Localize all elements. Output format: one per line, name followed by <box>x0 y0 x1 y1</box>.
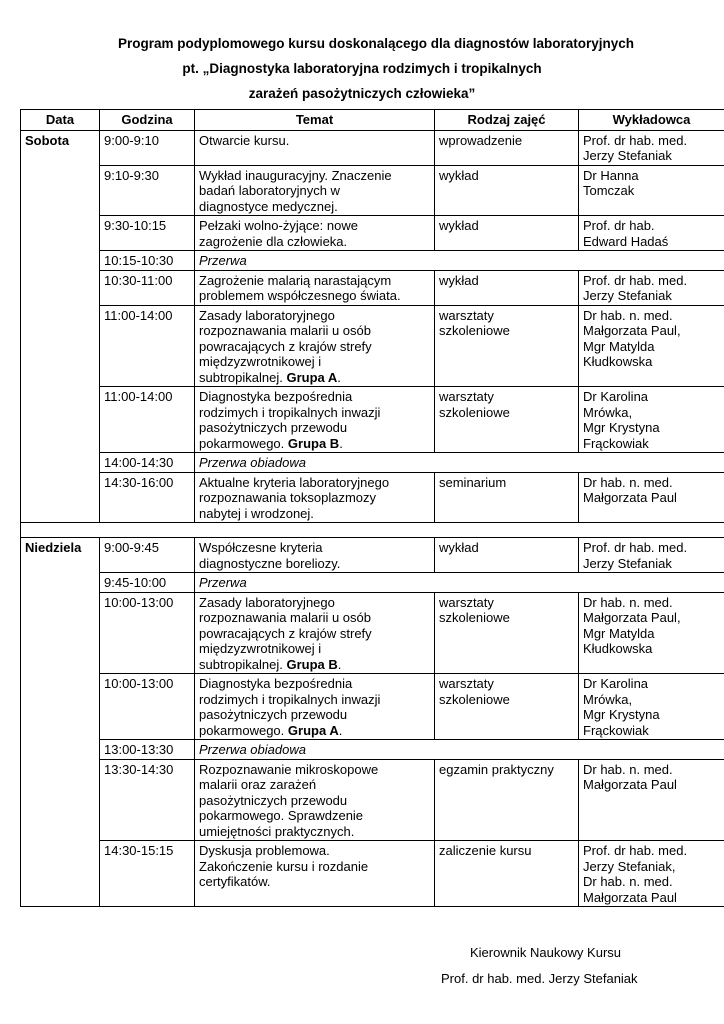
cell-line: Zasady laboratoryjnego <box>199 307 335 323</box>
footer-name: Prof. dr hab. med. Jerzy Stefaniak <box>441 971 638 986</box>
cell-line: subtropikalnej. <box>199 369 283 385</box>
cell-line: Zasady laboratoryjnego <box>199 594 335 610</box>
schedule-table <box>20 109 724 907</box>
cell-line: wykład <box>439 272 479 288</box>
type-cell <box>435 387 579 453</box>
table-row <box>21 674 724 740</box>
cell-line: wprowadzenie <box>439 132 523 148</box>
cell-line: subtropikalnej. <box>199 656 283 672</box>
day-separator-row <box>21 523 724 538</box>
type-cell <box>435 472 579 523</box>
cell-line: pasożytniczych przewodu <box>199 707 348 722</box>
type-cell <box>435 130 579 165</box>
cell-line: rozpoznawania malarii u osób <box>199 323 371 338</box>
time-cell: 9:30-10:15 <box>100 216 195 251</box>
cell-line: Dr hab. n. med. <box>583 761 673 777</box>
topic-cell <box>195 165 435 216</box>
time-cell: 11:00-14:00 <box>100 305 195 387</box>
cell-line: diagnostyce medycznej. <box>199 198 338 214</box>
header-time: Godzina <box>100 110 195 131</box>
table-row <box>21 573 724 593</box>
cell-line: Prof. dr hab. med. <box>583 540 688 555</box>
lecturer-cell <box>579 841 724 907</box>
cell-line: pokarmowego. <box>199 722 285 738</box>
cell-line: warsztaty <box>439 594 494 610</box>
cell-line: rozpoznawania malarii u osób <box>199 610 371 625</box>
cell-line: Małgorzata Paul <box>583 490 677 505</box>
type-cell <box>435 538 579 573</box>
cell-line: Dr Hanna <box>583 167 639 183</box>
topic-cell <box>195 759 435 841</box>
type-cell <box>435 592 579 674</box>
cell-line: Dr hab. n. med. <box>583 474 673 490</box>
cell-line: pasożytniczych przewodu <box>199 420 348 435</box>
cell-line: szkoleniowe <box>439 323 510 338</box>
schedule-body <box>21 130 724 907</box>
topic-cell <box>195 472 435 523</box>
header-type: Rodzaj zajęć <box>435 110 579 131</box>
cell-line: badań laboratoryjnych w <box>199 183 340 198</box>
cell-line: umiejętności praktycznych. <box>199 823 355 839</box>
cell-line: Jerzy Stefaniak <box>583 555 672 571</box>
cell-line: Frąckowiak <box>583 435 649 451</box>
time-cell: 14:00-14:30 <box>100 453 195 473</box>
time-cell: 14:30-16:00 <box>100 472 195 523</box>
lecturer-cell <box>579 759 724 841</box>
group-label: Grupa A <box>287 722 339 738</box>
cell-line: Jerzy Stefaniak <box>583 288 672 303</box>
cell-line: diagnostyczne boreliozy. <box>199 555 341 571</box>
topic-cell: Diagnostyka bezpośrednia rodzimych i tropikalnych inwazji pasożytniczych przewodu pokarmowego. Grupa A. <box>195 674 435 740</box>
table-row <box>21 270 724 305</box>
time-cell: 10:00-13:00 <box>100 592 195 674</box>
cell-line: Otwarcie kursu. <box>199 132 290 148</box>
cell-line: warsztaty <box>439 307 494 323</box>
time-cell: 9:10-9:30 <box>100 165 195 216</box>
day-cell: Niedziela <box>21 538 100 907</box>
cell-line: Mgr Matylda <box>583 338 655 354</box>
type-cell <box>435 305 579 387</box>
cell-line: Mgr Krystyna <box>583 707 660 722</box>
cell-line: Frąckowiak <box>583 722 649 738</box>
cell-line: warsztaty <box>439 676 494 691</box>
lecturer-cell <box>579 538 724 573</box>
table-row <box>21 841 724 907</box>
separator-cell <box>21 523 724 538</box>
cell-line: Mgr Matylda <box>583 625 655 641</box>
time-cell: 10:00-13:00 <box>100 674 195 740</box>
table-row <box>21 130 724 165</box>
break-cell: Przerwa obiadowa <box>195 453 724 473</box>
table-row <box>21 538 724 573</box>
cell-line: międzyzwrotnikowej i <box>199 641 322 656</box>
document-title-line-2: pt. „Diagnostyka laboratoryjna rodzimych i tropikalnych <box>182 61 542 76</box>
topic-cell <box>195 841 435 907</box>
cell-line: Edward Hadaś <box>583 233 669 249</box>
type-cell <box>435 841 579 907</box>
cell-line: Małgorzata Paul <box>583 889 677 905</box>
cell-line: seminarium <box>439 474 507 490</box>
cell-line: Kłudkowska <box>583 641 653 656</box>
cell-line: Zakończenie kursu i rozdanie <box>199 858 369 874</box>
time-cell: 14:30-15:15 <box>100 841 195 907</box>
table-row <box>21 592 724 674</box>
table-row <box>21 216 724 251</box>
cell-line: zagrożenie dla człowieka. <box>199 233 348 249</box>
cell-line: rodzimych i tropikalnych inwazji <box>199 691 381 707</box>
lecturer-cell <box>579 674 724 740</box>
group-label: Grupa B <box>287 435 340 451</box>
table-row <box>21 165 724 216</box>
cell-line: warsztaty <box>439 389 494 404</box>
cell-line: Mrówka, <box>583 404 633 420</box>
header-lecturer: Wykładowca <box>579 110 724 131</box>
table-header-row <box>21 110 724 131</box>
cell-line: wykład <box>439 167 479 183</box>
lecturer-cell <box>579 165 724 216</box>
cell-line: Tomczak <box>583 183 635 198</box>
cell-line: Małgorzata Paul, <box>583 323 681 338</box>
time-cell: 11:00-14:00 <box>100 387 195 453</box>
cell-line: Dr hab. n. med. <box>583 307 673 323</box>
cell-line: nabytej i wrodzonej. <box>199 505 314 521</box>
lecturer-cell <box>579 472 724 523</box>
table-row <box>21 472 724 523</box>
cell-line: Dr hab. n. med. <box>583 594 673 610</box>
cell-line: Mgr Krystyna <box>583 420 660 435</box>
footer-role: Kierownik Naukowy Kursu <box>470 945 622 960</box>
cell-line: Dr Karolina <box>583 676 649 691</box>
cell-line: Współczesne kryteria <box>199 540 323 555</box>
table-row <box>21 740 724 760</box>
header-topic: Temat <box>195 110 435 131</box>
cell-line: rozpoznawania toksoplazmozy <box>199 490 377 505</box>
topic-cell <box>195 538 435 573</box>
cell-line: Prof. dr hab. med. <box>583 132 688 148</box>
cell-line: powracających z krajów strefy <box>199 625 372 641</box>
cell-line: pokarmowego. Sprawdzenie <box>199 808 364 823</box>
day-cell: Sobota <box>21 130 100 523</box>
header-date: Data <box>21 110 100 131</box>
document-title-line-3: zarażeń pasożytniczych człowieka” <box>248 86 476 101</box>
cell-line: szkoleniowe <box>439 691 510 707</box>
cell-line: Prof. dr hab. med. <box>583 843 688 858</box>
cell-line: malarii oraz zarażeń <box>199 777 317 792</box>
cell-line: Diagnostyka bezpośrednia <box>199 676 353 691</box>
cell-line: egzamin praktyczny <box>439 761 554 777</box>
lecturer-cell <box>579 130 724 165</box>
cell-line: Kłudkowska <box>583 354 653 369</box>
cell-line: Aktualne kryteria laboratoryjnego <box>199 474 390 490</box>
cell-line: certyfikatów. <box>199 874 271 889</box>
break-cell: Przerwa <box>195 251 724 271</box>
lecturer-cell <box>579 592 724 674</box>
time-cell: 9:45-10:00 <box>100 573 195 593</box>
cell-line: Wykład inauguracyjny. Znaczenie <box>199 167 392 183</box>
time-cell: 9:00-9:10 <box>100 130 195 165</box>
lecturer-cell <box>579 270 724 305</box>
cell-line: Dr hab. n. med. <box>583 874 673 889</box>
cell-line: Diagnostyka bezpośrednia <box>199 389 353 404</box>
group-label: Grupa B <box>286 656 338 672</box>
time-cell: 9:00-9:45 <box>100 538 195 573</box>
type-cell <box>435 270 579 305</box>
topic-cell: Diagnostyka bezpośrednia rodzimych i tropikalnych inwazji pasożytniczych przewodu pokarmowego. Grupa B. <box>195 387 435 453</box>
lecturer-cell <box>579 216 724 251</box>
topic-cell <box>195 270 435 305</box>
cell-line: szkoleniowe <box>439 610 510 625</box>
cell-line: Mrówka, <box>583 691 633 707</box>
cell-line: wykład <box>439 540 479 555</box>
cell-line: międzyzwrotnikowej i <box>199 354 322 369</box>
time-cell: 13:30-14:30 <box>100 759 195 841</box>
time-cell: 10:30-11:00 <box>100 270 195 305</box>
lecturer-cell <box>579 305 724 387</box>
table-row <box>21 251 724 271</box>
cell-line: wykład <box>439 218 479 233</box>
group-label: Grupa A <box>286 369 338 385</box>
table-row <box>21 387 724 453</box>
cell-line: rodzimych i tropikalnych inwazji <box>199 404 381 420</box>
topic-cell <box>195 130 435 165</box>
break-cell: Przerwa <box>195 573 724 593</box>
cell-line: zaliczenie kursu <box>439 843 532 858</box>
topic-cell <box>195 216 435 251</box>
cell-line: Prof. dr hab. <box>583 218 655 233</box>
cell-line: Dr Karolina <box>583 389 649 404</box>
cell-line: pokarmowego. <box>199 435 285 451</box>
lecturer-cell <box>579 387 724 453</box>
type-cell <box>435 165 579 216</box>
cell-line: Małgorzata Paul <box>583 777 677 792</box>
cell-line: Pełzaki wolno-żyjące: nowe <box>199 218 358 233</box>
cell-line: Małgorzata Paul, <box>583 610 681 625</box>
type-cell <box>435 759 579 841</box>
cell-line: Prof. dr hab. med. <box>583 272 688 288</box>
time-cell: 13:00-13:30 <box>100 740 195 760</box>
cell-line: pasożytniczych przewodu <box>199 792 348 808</box>
cell-line: powracających z krajów strefy <box>199 338 372 354</box>
cell-line: szkoleniowe <box>439 404 510 420</box>
table-row <box>21 305 724 387</box>
type-cell <box>435 216 579 251</box>
topic-cell: Zasady laboratoryjnego rozpoznawania malarii u osób powracających z krajów strefy międzyzwrotnikowej i subtropikalnej. Grupa A. <box>195 305 435 387</box>
document-title-line-1: Program podyplomowego kursu doskonalącego dla diagnostów laboratoryjnych <box>117 36 635 51</box>
cell-line: Zagrożenie malarią narastającym <box>199 272 392 288</box>
break-cell: Przerwa obiadowa <box>195 740 724 760</box>
type-cell <box>435 674 579 740</box>
cell-line: Rozpoznawanie mikroskopowe <box>199 761 379 777</box>
table-row <box>21 453 724 473</box>
table-row <box>21 759 724 841</box>
cell-line: Dyskusja problemowa. <box>199 843 330 858</box>
cell-line: problemem współczesnego świata. <box>199 288 401 303</box>
cell-line: Jerzy Stefaniak, <box>583 858 676 874</box>
cell-line: Jerzy Stefaniak <box>583 148 672 163</box>
topic-cell: Zasady laboratoryjnego rozpoznawania malarii u osób powracających z krajów strefy międzyzwrotnikowej i subtropikalnej. Grupa B. <box>195 592 435 674</box>
time-cell: 10:15-10:30 <box>100 251 195 271</box>
